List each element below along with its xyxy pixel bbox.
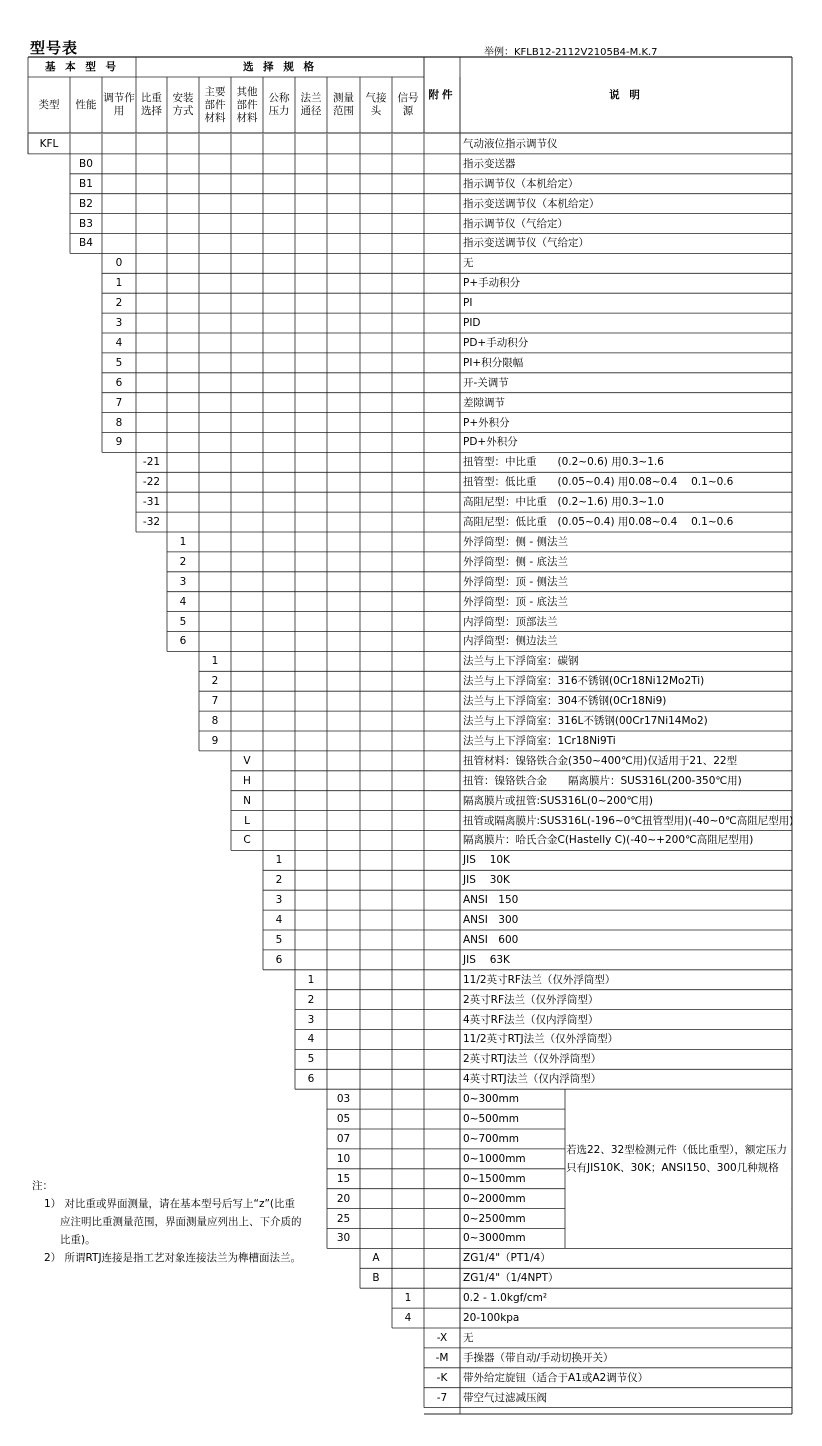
description-cell: 0~300mm — [463, 1093, 519, 1106]
description-cell: 11/2英寸RF法兰（仅外浮筒型） — [463, 973, 616, 986]
description-cell: ANSI 150 — [463, 894, 519, 907]
description-cell: 0~2000mm — [463, 1192, 526, 1205]
header-col-5: 主要部件材料 — [204, 85, 226, 124]
description-cell: P+手动积分 — [463, 277, 521, 290]
code-cell: 05 — [336, 1113, 351, 1126]
code-cell: B0 — [79, 157, 93, 170]
code-cell: 6 — [307, 1073, 315, 1086]
header-col-11: 信号源 — [397, 92, 419, 117]
code-cell: KFL — [39, 137, 59, 150]
description-cell: 开-关调节 — [463, 376, 509, 389]
code-cell: 3 — [275, 894, 283, 907]
code-cell: 2 — [275, 874, 283, 887]
code-cell: 6 — [115, 376, 123, 389]
description-cell: 外浮筒型：侧 - 底法兰 — [463, 555, 568, 568]
description-cell: 无 — [463, 1331, 474, 1344]
description-cell: 0~3000mm — [463, 1232, 526, 1245]
header-col-8: 法兰通径 — [300, 92, 322, 117]
header-basic-model: 基 本 型 号 — [45, 60, 119, 73]
code-cell: 2 — [307, 993, 315, 1006]
description-cell: 20-100kpa — [463, 1312, 520, 1325]
description-cell: PD+手动积分 — [463, 336, 529, 349]
description-cell: 指示变送调节仪（气给定） — [463, 237, 589, 250]
description-cell: 带空气过滤减压阀 — [463, 1391, 547, 1404]
code-cell: 8 — [115, 416, 123, 429]
header-col-1: 性能 — [75, 98, 97, 111]
description-cell: 指示调节仪（本机给定） — [463, 177, 579, 190]
code-cell: 1 — [115, 277, 123, 290]
description-cell: 0~700mm — [463, 1132, 519, 1145]
code-cell: 2 — [179, 555, 187, 568]
code-cell: 7 — [211, 695, 219, 708]
model-example: 举例：KFLB12-2112V2105B4-M.K.7 — [484, 47, 658, 58]
code-cell: 9 — [211, 734, 219, 747]
code-cell: 4 — [115, 336, 123, 349]
code-cell: 3 — [179, 575, 187, 588]
code-cell: 5 — [115, 356, 123, 369]
description-cell: 内浮筒型：侧边法兰 — [463, 635, 558, 648]
code-cell: A — [372, 1252, 380, 1265]
code-cell: -M — [435, 1351, 449, 1364]
description-cell: 高阻尼型：中比重 (0.2~1.6) 用0.3~1.0 — [463, 496, 664, 509]
header-col-0: 类型 — [38, 98, 60, 111]
code-cell: H — [243, 774, 251, 787]
description-cell: 扭管型：低比重 (0.05~0.4) 用0.08~0.4 0.1~0.6 — [463, 476, 734, 489]
code-cell: 9 — [115, 436, 123, 449]
header-col-9: 测量范围 — [333, 92, 354, 117]
description-cell: 2英寸RTJ法兰（仅外浮筒型） — [463, 1053, 602, 1066]
description-cell: 扭管：镍铬铁合金 隔离膜片：SUS316L(200-350℃用) — [463, 774, 742, 787]
description-cell: 0~1000mm — [463, 1152, 526, 1165]
description-cell: 指示调节仪（气给定） — [463, 217, 568, 230]
code-cell: -22 — [142, 476, 161, 489]
note-item-2: 2） 所谓RTJ连接是指工艺对象连接法兰为榫槽面法兰。 — [44, 1252, 302, 1264]
description-cell: 带外给定旋钮（适合于A1或A2调节仪） — [463, 1371, 649, 1384]
code-cell: 4 — [179, 595, 187, 608]
code-cell: -7 — [436, 1391, 448, 1404]
description-cell: ANSI 300 — [463, 914, 519, 927]
code-cell: 1 — [211, 655, 219, 668]
description-cell: 无 — [463, 257, 474, 270]
code-cell: 4 — [307, 1033, 315, 1046]
code-cell: C — [243, 834, 251, 847]
code-cell: 3 — [307, 1013, 315, 1026]
description-cell: 高阻尼型：低比重 (0.05~0.4) 用0.08~0.4 0.1~0.6 — [463, 516, 734, 529]
description-cell: 法兰与上下浮筒室：1Cr18Ni9Ti — [463, 734, 616, 747]
description-cell: 0.2 - 1.0kgf/cm² — [463, 1292, 548, 1305]
description-cell: 扭管型：中比重 (0.2~0.6) 用0.3~1.6 — [463, 456, 664, 469]
description-cell: 指示变送器 — [463, 157, 516, 170]
description-cell: 法兰与上下浮筒室：316不锈钢(0Cr18Ni12Mo2Ti) — [463, 675, 705, 688]
description-cell: 4英寸RTJ法兰（仅内浮筒型） — [463, 1073, 602, 1086]
code-cell: 5 — [307, 1053, 315, 1066]
code-cell: 7 — [115, 396, 123, 409]
header-col-2: 调节作用 — [103, 92, 135, 117]
header-col-7: 公称压力 — [268, 92, 290, 117]
code-cell: 5 — [275, 933, 283, 946]
description-cell: 指示变送调节仪（本机给定） — [463, 197, 600, 210]
description-cell: ZG1/4"（1/4NPT） — [463, 1272, 559, 1285]
code-cell: 1 — [179, 535, 187, 548]
description-cell: 法兰与上下浮筒室：碳钢 — [463, 655, 579, 668]
header-attachment: 附件 — [428, 88, 456, 101]
page-title: 型号表 — [30, 39, 79, 57]
code-cell: 03 — [336, 1093, 351, 1106]
description-cell: 法兰与上下浮筒室：316L不锈钢(00Cr17Ni14Mo2) — [463, 715, 708, 728]
description-cell: JIS 63K — [463, 953, 510, 966]
description-cell: 外浮筒型：顶 - 底法兰 — [463, 595, 568, 608]
description-cell: 隔离膜片：哈氏合金C(Hastelly C)(-40~+200℃高阻尼型用) — [463, 834, 754, 847]
description-cell: 0~1500mm — [463, 1172, 526, 1185]
code-cell: 10 — [336, 1152, 351, 1165]
code-cell: 0 — [115, 257, 123, 270]
description-cell: JIS 10K — [463, 854, 510, 867]
code-cell: 3 — [115, 317, 123, 330]
code-cell: L — [244, 814, 250, 827]
description-cell: PID — [463, 317, 481, 330]
description-cell: ANSI 600 — [463, 933, 519, 946]
code-cell: 30 — [336, 1232, 351, 1245]
description-cell: P+外积分 — [463, 416, 510, 429]
code-cell: 2 — [115, 297, 123, 310]
code-cell: 25 — [336, 1212, 351, 1225]
code-cell: 5 — [179, 615, 187, 628]
description-cell: PD+外积分 — [463, 436, 518, 449]
code-cell: 20 — [336, 1192, 351, 1205]
code-cell: 1 — [307, 973, 315, 986]
description-cell: 外浮筒型：侧 - 侧法兰 — [463, 535, 568, 548]
note-item-1: 1） 对比重或界面测量，请在基本型号后写上“z”(比重应注明比重测量范围，界面测量应列出上、下介质的比重)。 — [44, 1198, 302, 1246]
description-cell: 手操器（带自动/手动切换开关） — [463, 1351, 614, 1364]
code-cell: 07 — [336, 1132, 351, 1145]
header-col-3: 比重选择 — [141, 92, 162, 117]
code-cell: 2 — [211, 675, 219, 688]
description-cell: 差隙调节 — [463, 396, 505, 409]
description-cell: 2英寸RF法兰（仅外浮筒型） — [463, 993, 599, 1006]
code-cell: -32 — [142, 516, 161, 529]
code-cell: 4 — [275, 914, 283, 927]
code-cell: B — [372, 1272, 380, 1285]
description-cell: 内浮筒型：顶部法兰 — [463, 615, 558, 628]
code-cell: B1 — [79, 177, 93, 190]
description-cell: 4英寸RF法兰（仅内浮筒型） — [463, 1013, 599, 1026]
description-cell: 扭管或隔离膜片:SUS316L(-196~0℃扭管型用)(-40~0℃高阻尼型用) — [463, 814, 794, 827]
code-cell: 8 — [211, 715, 219, 728]
description-cell: 11/2英寸RTJ法兰（仅外浮筒型） — [463, 1033, 619, 1046]
description-cell: 0~2500mm — [463, 1212, 526, 1225]
description-cell: 法兰与上下浮筒室：304不锈钢(0Cr18Ni9) — [463, 695, 667, 708]
header-description: 说 明 — [609, 88, 643, 101]
code-cell: B2 — [79, 197, 93, 210]
description-cell: 隔离膜片或扭管:SUS316L(0~200℃用) — [463, 794, 653, 807]
description-cell: PI+积分限幅 — [463, 356, 524, 369]
code-cell: -21 — [142, 456, 161, 469]
code-cell: -K — [436, 1371, 448, 1384]
header-selection: 选 择 规 格 — [243, 60, 317, 73]
code-cell: B4 — [79, 237, 93, 250]
code-cell: 4 — [404, 1312, 412, 1325]
code-cell: 6 — [179, 635, 187, 648]
range-note: 若选22、32型检测元件（低比重型），额定压力只有JIS10K、30K；ANSI150、300几种规格 — [566, 1143, 787, 1174]
notes-label: 注： — [32, 1180, 53, 1192]
description-cell: 气动液位指示调节仪 — [463, 137, 558, 150]
code-cell: N — [243, 794, 251, 807]
code-cell: -31 — [142, 496, 161, 509]
code-cell: 6 — [275, 953, 283, 966]
notes-block — [32, 1177, 302, 1267]
code-cell: 1 — [404, 1292, 412, 1305]
code-cell: 1 — [275, 854, 283, 867]
code-cell: B3 — [79, 217, 93, 230]
description-cell: 0~500mm — [463, 1113, 519, 1126]
description-cell: ZG1/4"（PT1/4） — [463, 1252, 551, 1265]
code-cell: V — [243, 754, 251, 767]
header-col-4: 安装方式 — [172, 92, 194, 117]
description-cell: JIS 30K — [463, 874, 510, 887]
code-cell: 15 — [336, 1172, 351, 1185]
header-col-6: 其他部件材料 — [236, 85, 258, 124]
header-col-10: 气接头 — [365, 92, 387, 117]
description-cell: PI — [463, 297, 473, 310]
description-cell: 外浮筒型：顶 - 侧法兰 — [463, 575, 568, 588]
description-cell: 扭管材料：镍铬铁合金(350~400℃用)仅适用于21、22型 — [463, 754, 738, 767]
code-cell: -X — [436, 1331, 448, 1344]
